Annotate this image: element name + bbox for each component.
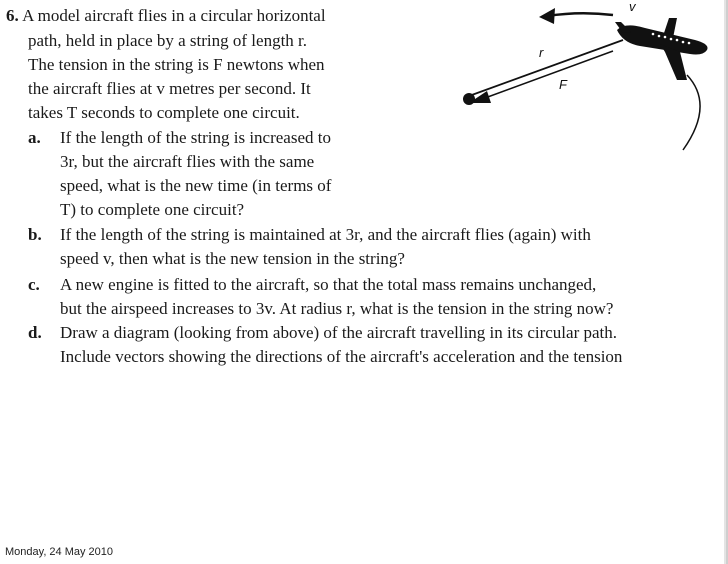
part-d-line-2: Include vectors showing the directions of the aircraft's acceleration and the tension bbox=[60, 347, 623, 366]
pivot-point bbox=[463, 93, 475, 105]
stem-line-3: The tension in the string is F newtons when bbox=[28, 55, 325, 74]
stem-line-4: the aircraft flies at v metres per second. It bbox=[28, 79, 311, 98]
part-a-line-4: T) to complete one circuit? bbox=[60, 200, 245, 219]
part-d-text-1: Draw a diagram (looking from above) of the aircraft travelling in its circular path. bbox=[60, 323, 618, 342]
part-c-text-1: A new engine is fitted to the aircraft, so that the total mass remains unchanged, bbox=[60, 275, 597, 294]
stem-line-5: takes T seconds to complete one circuit. bbox=[28, 103, 300, 122]
part-c-label: c. bbox=[28, 275, 40, 294]
radius-label: r bbox=[539, 45, 544, 60]
part-b-label: b. bbox=[28, 225, 42, 244]
velocity-arrow bbox=[539, 8, 613, 24]
part-a-line-3: speed, what is the new time (in terms of bbox=[60, 176, 332, 195]
velocity-label: v bbox=[629, 0, 636, 14]
part-a-line-1 bbox=[28, 128, 331, 148]
stem-line-1: A model aircraft flies in a circular horizontal bbox=[22, 6, 326, 25]
part-a-text-1: If the length of the string is increased to bbox=[60, 128, 331, 147]
part-a-label: a. bbox=[28, 128, 41, 147]
force-label: F bbox=[559, 77, 567, 92]
part-b-text-1: If the length of the string is maintained at 3r, and the aircraft flies (again) with bbox=[60, 225, 591, 244]
part-d-line-1 bbox=[28, 323, 617, 343]
part-c-line-1 bbox=[28, 275, 596, 295]
part-a-line-2: 3r, but the aircraft flies with the same bbox=[60, 152, 315, 171]
aircraft-icon bbox=[615, 18, 708, 80]
part-b-line-1 bbox=[28, 225, 591, 245]
part-c-line-2: but the airspeed increases to 3v. At radius r, what is the tension in the string now? bbox=[60, 299, 614, 318]
question-6-line-1 bbox=[6, 6, 326, 26]
scan-edge-shadow bbox=[720, 0, 728, 564]
circular-path bbox=[683, 75, 700, 150]
aircraft-diagram bbox=[455, 0, 720, 180]
stem-line-2: path, held in place by a string of length r. bbox=[28, 31, 308, 50]
question-number: 6. bbox=[6, 6, 19, 25]
string-line bbox=[469, 40, 623, 96]
part-d-label: d. bbox=[28, 323, 42, 342]
part-b-line-2: speed v, then what is the new tension in the string? bbox=[60, 249, 405, 268]
footer-date: Monday, 24 May 2010 bbox=[5, 546, 114, 558]
